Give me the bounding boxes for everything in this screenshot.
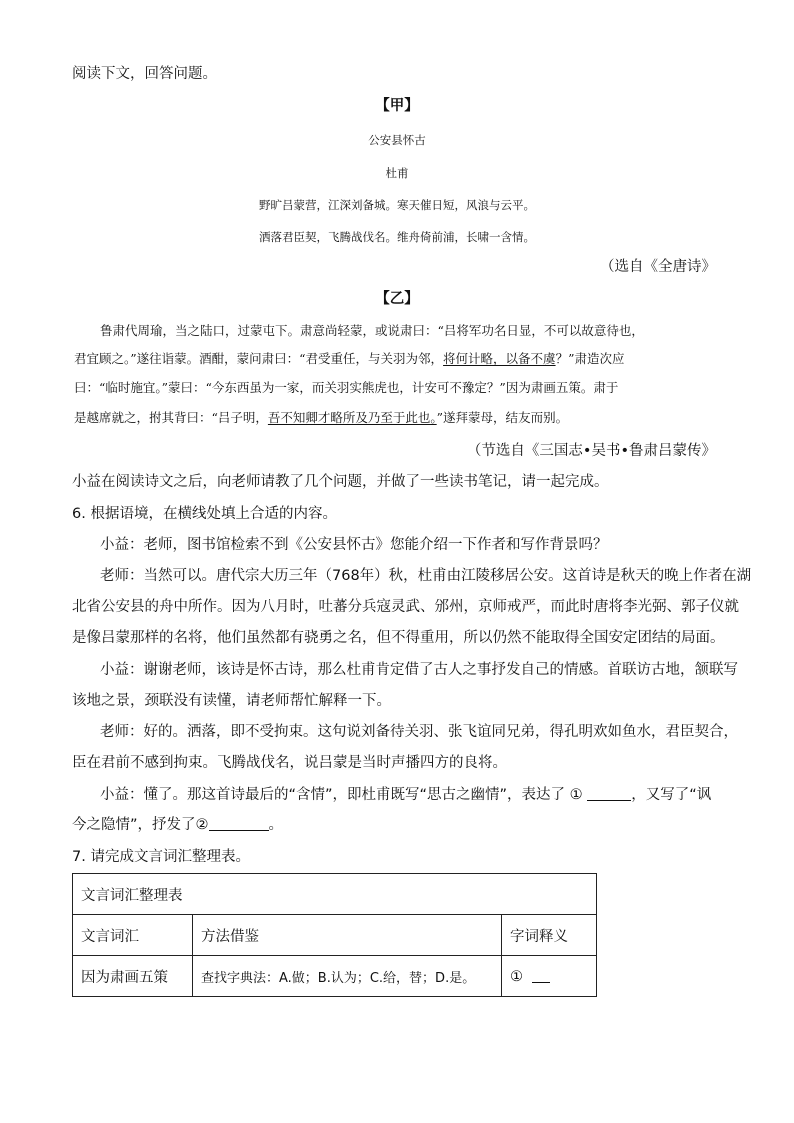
dialogue-text: ，又写了“讽 [631, 787, 712, 803]
dialogue-3-line-1: 小益：谢谢老师，该诗是怀古诗，那么杜甫肯定借了古人之事抒发自己的情感。首联访古地，颔联写 [100, 662, 738, 678]
header-cell-method: 方法借鉴 [193, 915, 502, 956]
dialogue-text: 。 [268, 817, 284, 833]
table-title-cell: 文言词汇整理表 [73, 874, 597, 915]
yi-text: 是越席就之，拊其背曰：“吕子明， [74, 410, 268, 425]
cell-meaning [502, 956, 597, 997]
dialogue-5-line-2 [72, 815, 283, 835]
vocabulary-table [72, 873, 597, 997]
poem-line-2: 洒落君臣契，飞腾战伐名。维舟倚前浦，长啸一含情。 [259, 230, 535, 244]
dialogue-2-line-1: 老师：当然可以。唐代宗大历三年（768年）秋，杜甫由江陵移居公安。这首诗是秋天的晚上作者在湖 [100, 568, 752, 584]
dialogue-text: 小益：懂了。那这首诗最后的“含情”，即杜甫既写“思古之幽情”，表达了 ① [100, 787, 583, 803]
jia-source: （选自《全唐诗》 [600, 259, 716, 275]
jia-heading: 【甲】 [375, 98, 419, 114]
dialogue-1: 小益：老师，图书馆检索不到《公安县怀古》您能介绍一下作者和写作背景吗？ [100, 537, 608, 553]
poem-title: 公安县怀古 [368, 133, 426, 147]
intro-text: 阅读下文，回答问题。 [72, 66, 217, 82]
header-cell-meaning: 字词释义 [502, 915, 597, 956]
table-row [73, 956, 597, 997]
table-title-row [73, 874, 597, 915]
cell-method: 查找字典法：A.做；B.认为；C.给，替；D.是。 [193, 956, 502, 997]
yi-text: ？”肃造次应 [555, 351, 625, 366]
dialogue-3-line-2: 该地之景，颈联没有读懂，请老师帮忙解释一下。 [72, 693, 391, 709]
header-cell-vocab: 文言词汇 [73, 915, 193, 956]
dialogue-text: 今之隐情”，抒发了② [72, 817, 209, 833]
cell-marker: ① [510, 969, 523, 985]
poem-line-1: 野旷吕蒙营，江深刘备城。寒天催日短，风浪与云平。 [259, 198, 535, 212]
answer-blank-3[interactable] [532, 967, 550, 983]
table-header-row [73, 915, 597, 956]
dialogue-4-line-1: 老师：好的。洒落，即不受拘束。这句说刘备待关羽、张飞谊同兄弟，得孔明欢如鱼水，君臣契合， [100, 724, 738, 740]
poem-author: 杜甫 [385, 166, 409, 180]
yi-paragraph-line-2 [74, 349, 624, 369]
underlined-sentence-1: 将何计略，以备不虞 [443, 351, 556, 366]
question-7-title: 7. 请完成文言词汇整理表。 [72, 849, 250, 865]
yi-text: 君宜顾之。”遂往诣蒙。酒酣，蒙问肃曰：“君受重任，与关羽为邻， [74, 351, 444, 366]
underlined-sentence-2: 吾不知卿才略所及乃至于此也。 [267, 410, 437, 425]
dialogue-2-line-2: 北省公安县的舟中所作。因为八月时，吐蕃分兵寇灵武、邠州，京师戒严，而此时唐将李光弼、郭子仪就 [72, 599, 739, 615]
yi-paragraph-line-1: 鲁肃代周瑜，当之陆口，过蒙屯下。肃意尚轻蒙，或说肃曰：“吕将军功名日显，不可以故意待也， [100, 323, 644, 338]
cell-vocab: 因为肃画五策 [73, 956, 193, 997]
yi-source: （节选自《三国志•吴书•鲁肃吕蒙传》 [466, 443, 716, 459]
dialogue-2-line-3: 是像吕蒙那样的名将，他们虽然都有骁勇之名，但不得重用，所以仍然不能取得全国安定团结的局面。 [72, 630, 725, 646]
yi-text: ”遂拜蒙母，结友而别。 [436, 410, 569, 425]
dialogue-5-line-1 [100, 785, 711, 805]
yi-heading: 【乙】 [375, 291, 419, 307]
dialogue-4-line-2: 臣在君前不感到拘束。飞腾战伐名，说吕蒙是当时声播四方的良将。 [72, 755, 507, 771]
yi-paragraph-line-3: 曰：“临时施宜。”蒙曰：“今东西虽为一家，而关羽实熊虎也，计安可不豫定？”因为肃画五策。肃于 [74, 380, 619, 395]
answer-blank-1[interactable] [587, 785, 631, 801]
yi-paragraph-line-4 [74, 408, 568, 428]
lead-text: 小益在阅读诗文之后，向老师请教了几个问题，并做了一些读书笔记，请一起完成。 [72, 474, 609, 490]
question-6-title: 6. 根据语境，在横线处填上合适的内容。 [72, 506, 337, 522]
answer-blank-2[interactable] [209, 815, 269, 831]
